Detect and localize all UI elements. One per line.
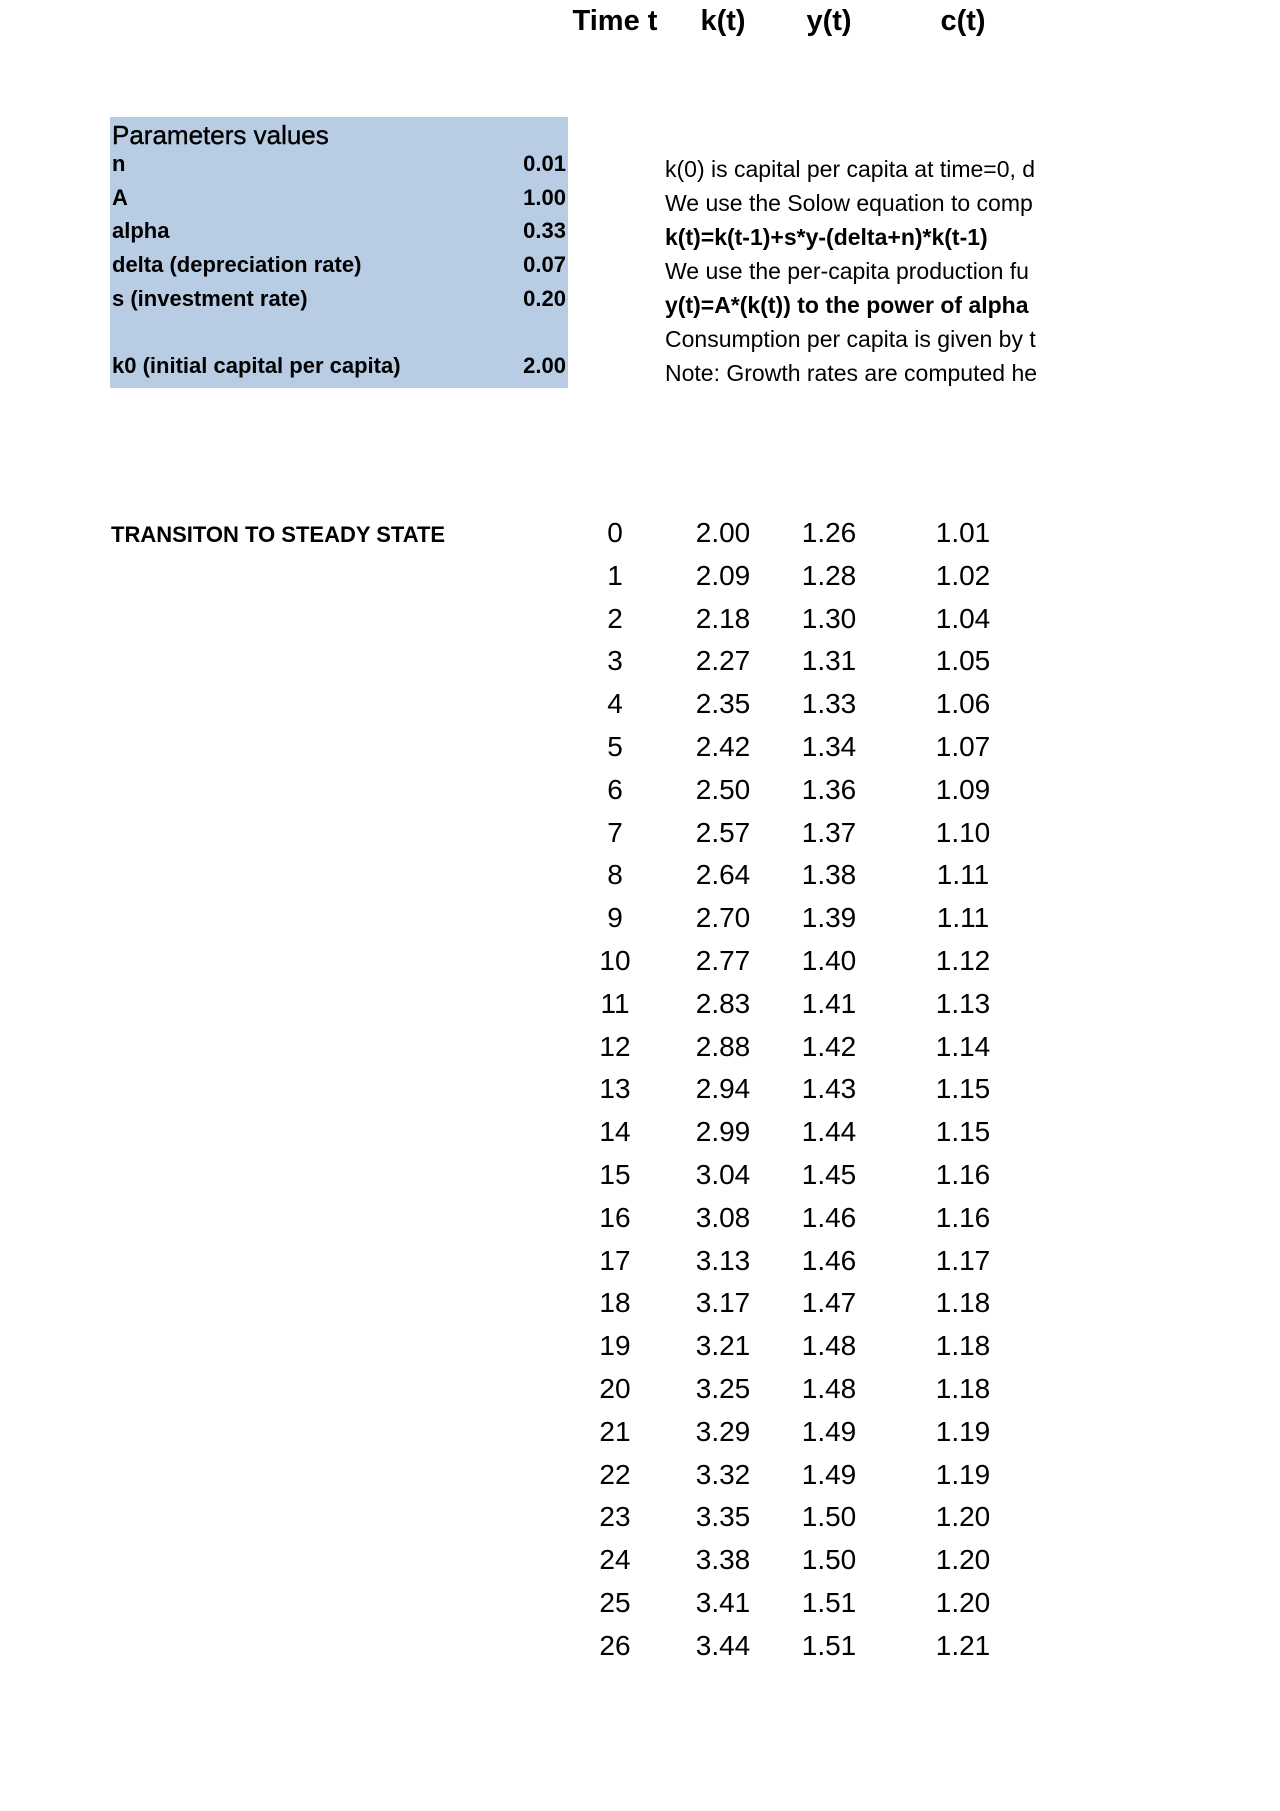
cell-c[interactable]: 1.20	[935, 1586, 991, 1618]
cell-time[interactable]: 11	[600, 987, 630, 1019]
cell-k[interactable]: 3.08	[695, 1201, 751, 1233]
note-line: k(0) is capital per capita at time=0, d	[665, 156, 1036, 182]
cell-k[interactable]: 2.50	[695, 773, 751, 805]
header-y: y(t)	[806, 5, 852, 37]
cell-k[interactable]: 3.32	[695, 1458, 751, 1490]
note-line: We use the per-capita production fu	[665, 258, 1029, 284]
param-value[interactable]: 1.00	[523, 185, 566, 210]
cell-time[interactable]: 8	[607, 859, 623, 891]
table-row	[0, 1539, 1280, 1582]
cell-time[interactable]: 26	[599, 1629, 631, 1661]
param-label: A	[112, 185, 128, 210]
transition-table	[0, 512, 1280, 1668]
cell-y[interactable]: 1.30	[801, 602, 857, 634]
cell-time[interactable]: 15	[599, 1158, 631, 1190]
cell-y[interactable]: 1.51	[801, 1586, 857, 1618]
table-row	[0, 1625, 1280, 1668]
cell-time[interactable]: 13	[599, 1073, 631, 1105]
cell-k[interactable]: 3.35	[695, 1501, 751, 1533]
cell-y[interactable]: 1.50	[801, 1501, 857, 1533]
cell-c[interactable]: 1.11	[936, 902, 990, 934]
cell-time[interactable]: 22	[599, 1458, 631, 1490]
param-value[interactable]: 0.07	[523, 252, 566, 277]
table-row	[0, 769, 1280, 812]
cell-time[interactable]: 16	[599, 1201, 631, 1233]
cell-c[interactable]: 1.05	[935, 645, 991, 677]
notes-panel	[665, 152, 1050, 390]
param-row-delta	[112, 252, 566, 284]
cell-k[interactable]: 2.00	[695, 517, 751, 548]
cell-k[interactable]: 2.09	[695, 559, 751, 591]
cell-k[interactable]: 2.18	[695, 602, 751, 634]
cell-c[interactable]: 1.15	[935, 1116, 991, 1148]
table-row	[0, 1282, 1280, 1325]
param-row-s	[112, 286, 566, 318]
cell-k[interactable]: 2.70	[695, 902, 751, 934]
cell-y[interactable]: 1.36	[801, 773, 857, 805]
param-label: s (investment rate)	[112, 286, 308, 311]
cell-time[interactable]: 25	[599, 1586, 631, 1618]
cell-y[interactable]: 1.46	[801, 1244, 857, 1276]
table-row	[0, 683, 1280, 726]
cell-c[interactable]: 1.15	[935, 1073, 991, 1105]
cell-k[interactable]: 3.44	[695, 1629, 751, 1661]
table-row	[0, 1582, 1280, 1625]
cell-c[interactable]: 1.16	[935, 1201, 991, 1233]
param-label: delta (depreciation rate)	[112, 252, 362, 277]
cell-y[interactable]: 1.33	[801, 688, 857, 720]
cell-y[interactable]: 1.42	[801, 1030, 857, 1062]
cell-y[interactable]: 1.45	[801, 1158, 857, 1190]
table-row	[0, 812, 1280, 855]
cell-k[interactable]: 2.77	[695, 944, 751, 976]
cell-time[interactable]: 12	[599, 1030, 631, 1062]
param-label: k0 (initial capital per capita)	[112, 353, 401, 378]
cell-time[interactable]: 19	[599, 1330, 631, 1362]
table-row	[0, 897, 1280, 940]
cell-k[interactable]: 3.17	[695, 1287, 751, 1319]
cell-time[interactable]: 14	[599, 1116, 631, 1148]
cell-y[interactable]: 1.31	[801, 645, 857, 677]
table-row	[0, 1368, 1280, 1411]
cell-k[interactable]: 3.41	[695, 1586, 751, 1618]
table-row	[0, 854, 1280, 897]
cell-c[interactable]: 1.19	[935, 1415, 991, 1447]
cell-c[interactable]: 1.18	[935, 1372, 991, 1404]
table-row	[0, 983, 1280, 1026]
cell-c[interactable]: 1.06	[935, 688, 991, 720]
table-row	[0, 1496, 1280, 1539]
cell-k[interactable]: 3.38	[695, 1544, 751, 1576]
cell-c[interactable]: 1.16	[935, 1158, 991, 1190]
cell-c[interactable]: 1.10	[935, 816, 991, 848]
cell-c[interactable]: 1.20	[935, 1544, 991, 1576]
cell-k[interactable]: 2.35	[695, 688, 751, 720]
cell-y[interactable]: 1.49	[801, 1458, 857, 1490]
cell-c[interactable]: 1.21	[935, 1629, 991, 1661]
cell-time[interactable]: 0	[607, 517, 623, 548]
header-time: Time t	[572, 5, 658, 37]
cell-k[interactable]: 3.21	[695, 1330, 751, 1362]
param-row-a	[112, 185, 566, 217]
param-value[interactable]: 2.00	[523, 353, 566, 378]
cell-y[interactable]: 1.40	[801, 944, 857, 976]
cell-time[interactable]: 24	[599, 1544, 631, 1576]
table-row	[0, 1068, 1280, 1111]
cell-y[interactable]: 1.46	[801, 1201, 857, 1233]
cell-time[interactable]: 2	[607, 602, 623, 634]
cell-time[interactable]: 5	[607, 730, 623, 762]
cell-c[interactable]: 1.14	[935, 1030, 991, 1062]
cell-y[interactable]: 1.47	[801, 1287, 857, 1319]
cell-c[interactable]: 1.12	[935, 944, 991, 976]
table-row	[0, 555, 1280, 598]
param-value[interactable]: 0.01	[523, 151, 566, 176]
cell-time[interactable]: 23	[599, 1501, 631, 1533]
header-k: k(t)	[700, 5, 746, 37]
cell-c[interactable]: 1.18	[935, 1330, 991, 1362]
cell-time[interactable]: 7	[607, 816, 623, 848]
param-value[interactable]: 0.20	[523, 286, 566, 311]
cell-c[interactable]: 1.07	[935, 730, 991, 762]
table-row	[0, 1240, 1280, 1283]
cell-y[interactable]: 1.48	[801, 1330, 857, 1362]
param-value[interactable]: 0.33	[523, 218, 566, 243]
param-row-k0	[112, 353, 566, 385]
note-line: Consumption per capita is given by t	[665, 326, 1036, 352]
cell-k[interactable]: 2.94	[695, 1073, 751, 1105]
cell-k[interactable]: 2.57	[695, 816, 751, 848]
cell-k[interactable]: 3.29	[695, 1415, 751, 1447]
parameters-title: Parameters values	[112, 120, 329, 150]
cell-c[interactable]: 1.20	[935, 1501, 991, 1533]
table-row	[0, 598, 1280, 641]
cell-y[interactable]: 1.38	[801, 859, 857, 891]
cell-c[interactable]: 1.11	[936, 859, 990, 891]
cell-k[interactable]: 3.13	[695, 1244, 751, 1276]
table-row	[0, 1411, 1280, 1454]
cell-y[interactable]: 1.34	[801, 730, 857, 762]
table-row	[0, 726, 1280, 769]
cell-c[interactable]: 1.13	[935, 987, 991, 1019]
note-line: Note: Growth rates are computed he	[665, 360, 1038, 386]
cell-y[interactable]: 1.51	[801, 1629, 857, 1661]
cell-time[interactable]: 6	[607, 773, 623, 805]
cell-y[interactable]: 1.48	[801, 1372, 857, 1404]
table-row	[0, 1454, 1280, 1497]
cell-c[interactable]: 1.18	[935, 1287, 991, 1319]
cell-time[interactable]: 18	[599, 1287, 631, 1319]
cell-y[interactable]: 1.43	[801, 1073, 857, 1105]
note-line: We use the Solow equation to comp	[665, 190, 1033, 216]
table-row	[0, 1197, 1280, 1240]
cell-y[interactable]: 1.50	[801, 1544, 857, 1576]
cell-c[interactable]: 1.19	[935, 1458, 991, 1490]
cell-time[interactable]: 3	[607, 645, 623, 677]
table-row	[0, 940, 1280, 983]
cell-k[interactable]: 3.04	[695, 1158, 751, 1190]
cell-y[interactable]: 1.28	[801, 559, 857, 591]
param-row-alpha	[112, 218, 566, 250]
header-c: c(t)	[940, 5, 986, 37]
table-row	[0, 1111, 1280, 1154]
cell-time[interactable]: 21	[599, 1415, 631, 1447]
note-line-equation: k(t)=k(t-1)+s*y-(delta+n)*k(t-1)	[665, 224, 988, 250]
cell-k[interactable]: 2.99	[695, 1116, 751, 1148]
param-label: alpha	[112, 218, 170, 243]
param-label: n	[112, 151, 126, 176]
cell-time[interactable]: 20	[599, 1372, 631, 1404]
cell-y[interactable]: 1.37	[801, 816, 857, 848]
cell-c[interactable]: 1.01	[935, 517, 991, 548]
cell-c[interactable]: 1.09	[935, 773, 991, 805]
cell-time[interactable]: 1	[607, 559, 623, 591]
table-row	[0, 512, 1280, 555]
cell-y[interactable]: 1.41	[801, 987, 857, 1019]
table-row	[0, 1325, 1280, 1368]
cell-k[interactable]: 2.88	[695, 1030, 751, 1062]
cell-k[interactable]: 2.83	[695, 987, 751, 1019]
note-line-equation: y(t)=A*(k(t)) to the power of alpha	[665, 292, 1029, 318]
cell-y[interactable]: 1.44	[801, 1116, 857, 1148]
table-row	[0, 1026, 1280, 1069]
param-row-n	[112, 151, 566, 183]
cell-c[interactable]: 1.17	[935, 1244, 991, 1276]
cell-y[interactable]: 1.49	[801, 1415, 857, 1447]
cell-k[interactable]: 2.42	[695, 730, 751, 762]
parameters-panel	[110, 117, 568, 388]
cell-k[interactable]: 2.27	[695, 645, 751, 677]
cell-time[interactable]: 17	[599, 1244, 631, 1276]
table-row	[0, 640, 1280, 683]
section-label: TRANSITON TO STEADY STATE	[111, 522, 446, 547]
cell-time[interactable]: 10	[599, 944, 631, 976]
cell-time[interactable]: 9	[607, 902, 623, 934]
cell-k[interactable]: 3.25	[695, 1372, 751, 1404]
cell-k[interactable]: 2.64	[695, 859, 751, 891]
cell-time[interactable]: 4	[607, 688, 623, 720]
table-row	[0, 1154, 1280, 1197]
cell-c[interactable]: 1.02	[935, 559, 991, 591]
cell-y[interactable]: 1.39	[801, 902, 857, 934]
cell-c[interactable]: 1.04	[935, 602, 991, 634]
cell-y[interactable]: 1.26	[801, 517, 857, 548]
